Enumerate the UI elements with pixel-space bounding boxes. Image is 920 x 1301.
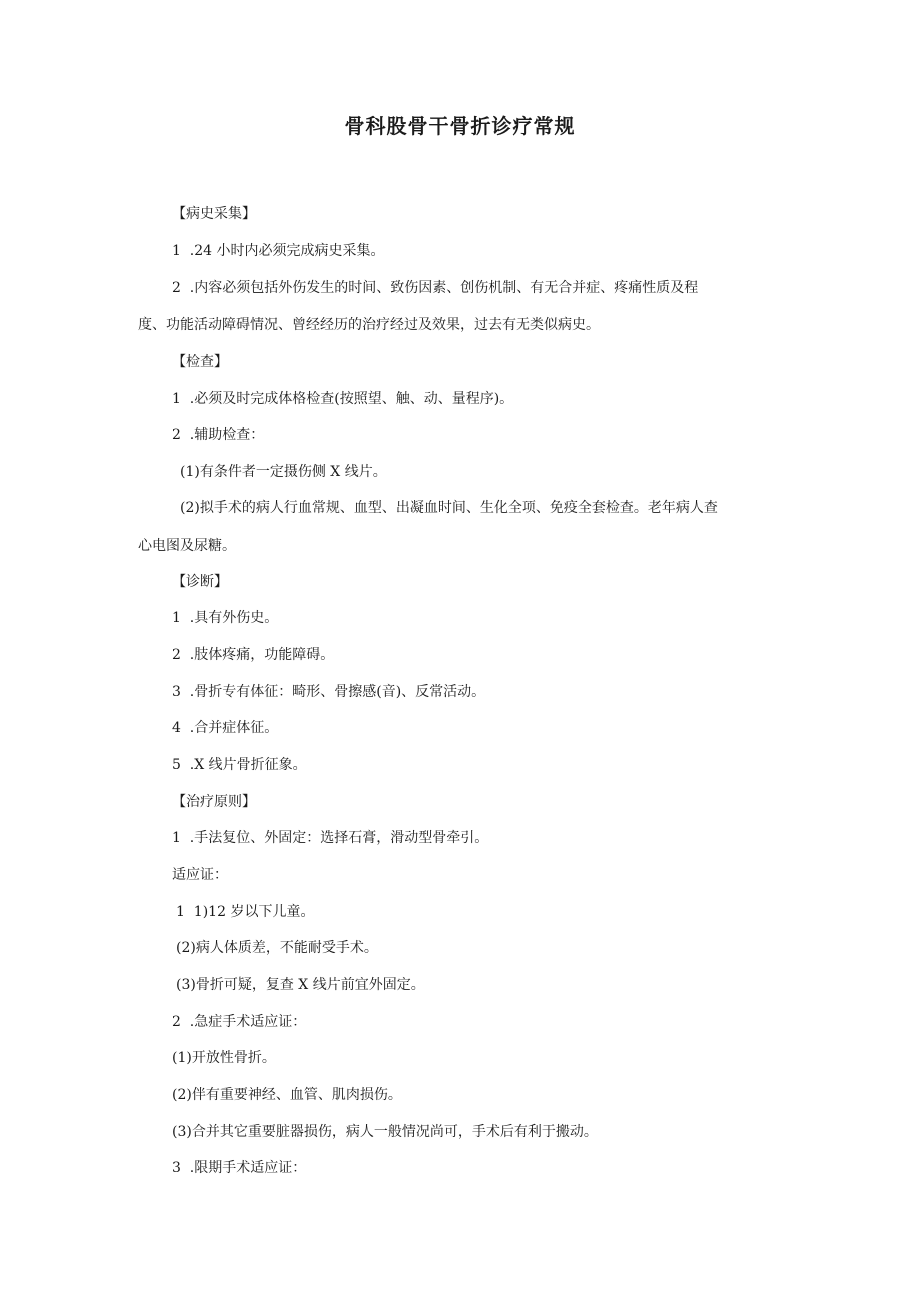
paragraph-line: 1 .24 小时内必须完成病史采集。	[172, 243, 385, 259]
paragraph-line: 2 .辅助检查：	[172, 427, 265, 443]
paragraph-line: (2)伴有重要神经、血管、肌肉损伤。	[172, 1087, 402, 1103]
paragraph-line: 2 .肢体疼痛，功能障碍。	[172, 647, 335, 663]
paragraph-line: 3 .骨折专有体征：畸形、骨擦感(音)、反常活动。	[172, 684, 486, 700]
paragraph-line: (1)有条件者一定摄伤侧 X 线片。	[180, 464, 387, 480]
paragraph-line: 2 .内容必须包括外伤发生的时间、致伤因素、创伤机制、有无合并症、疼痛性质及程	[172, 280, 699, 296]
paragraph-line: 心电图及尿糖。	[138, 538, 236, 554]
paragraph-line: 3 .限期手术适应证：	[172, 1160, 307, 1176]
paragraph-line: 度、功能活动障碍情况、曾经经历的治疗经过及效果，过去有无类似病史。	[138, 317, 600, 333]
paragraph-line: 适应证：	[172, 867, 228, 883]
paragraph-line: 1 .手法复位、外固定：选择石膏，滑动型骨牵引。	[172, 830, 489, 846]
section-heading-exam: 【检查】	[172, 354, 228, 370]
paragraph-line: (3)合并其它重要脏器损伤，病人一般情况尚可，手术后有利于搬动。	[172, 1124, 598, 1140]
paragraph-line: 4 .合并症体征。	[172, 720, 279, 736]
paragraph-line: (2)病人体质差，不能耐受手术。	[176, 940, 378, 956]
paragraph-line: (3)骨折可疑，复查 X 线片前宜外固定。	[176, 977, 425, 993]
section-heading-history: 【病史采集】	[172, 206, 256, 222]
document-title: 骨科股骨干骨折诊疗常规	[344, 114, 576, 138]
paragraph-line: 1 1)12 岁以下儿童。	[176, 904, 315, 920]
section-heading-treatment: 【治疗原则】	[172, 794, 256, 810]
paragraph-line: 1 .必须及时完成体格检查(按照望、触、动、量程序)。	[172, 391, 514, 407]
section-heading-diagnosis: 【诊断】	[172, 574, 228, 590]
paragraph-line: 1 .具有外伤史。	[172, 610, 279, 626]
paragraph-line: 5 .X 线片骨折征象。	[172, 757, 307, 773]
paragraph-line: (2)拟手术的病人行血常规、血型、出凝血时间、生化全项、免疫全套检查。老年病人查	[180, 500, 718, 516]
paragraph-line: 2 .急症手术适应证：	[172, 1014, 307, 1030]
paragraph-line: (1)开放性骨折。	[172, 1050, 276, 1066]
